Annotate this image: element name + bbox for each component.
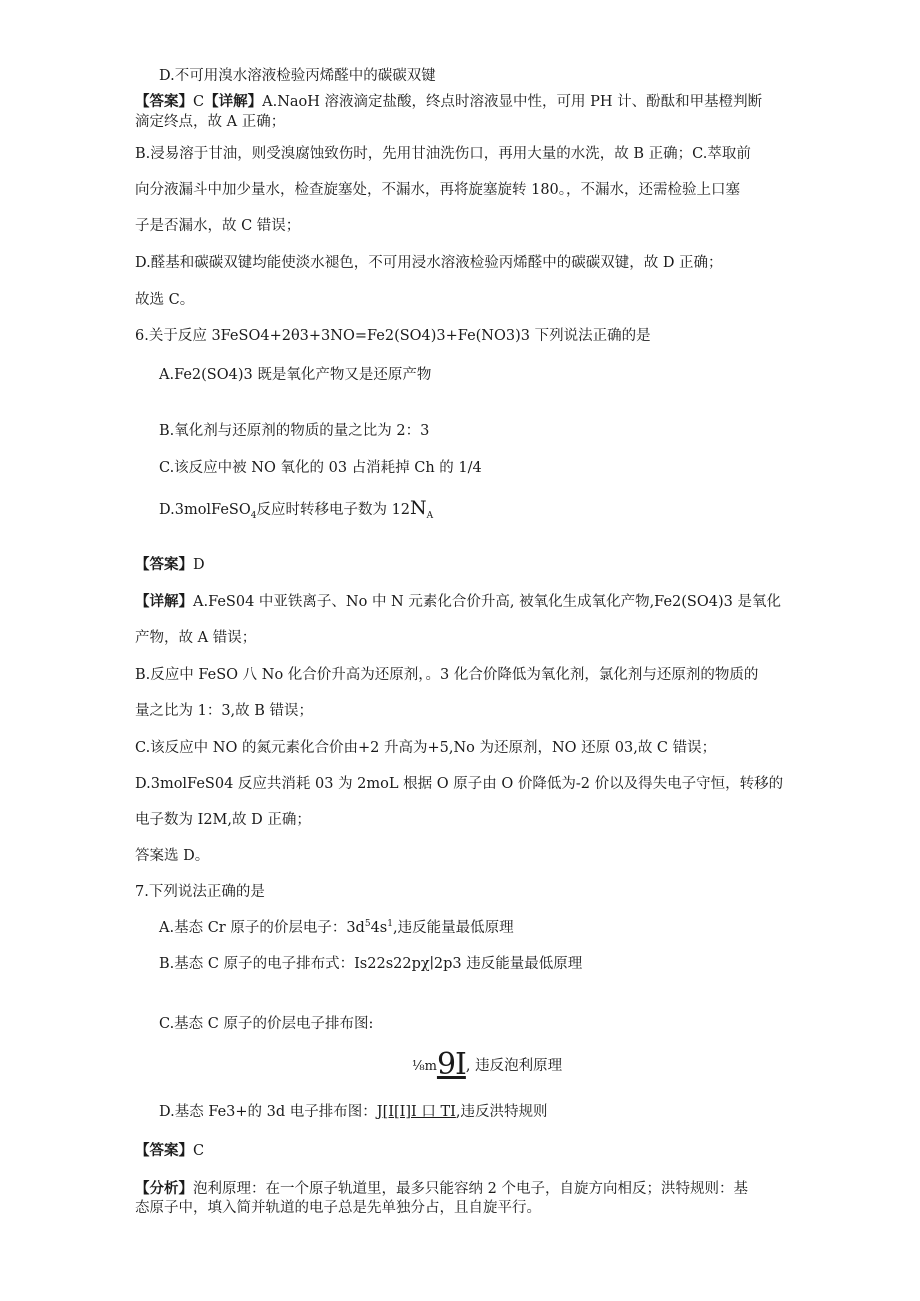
q7-option-d-suffix: ,违反洪特规则 bbox=[455, 1104, 548, 1120]
q7-answer-value: C bbox=[193, 1143, 205, 1159]
q5-answer-tag: 【答案】 bbox=[135, 93, 193, 110]
q5-option-d: D.不可用溴水溶液检验丙烯醛中的碳碳双键 bbox=[159, 68, 436, 84]
q5-detail-a-2: 滴定终点，故 A 正确； bbox=[135, 114, 286, 130]
q7-option-a-suffix: ,违反能量最低原理 bbox=[392, 920, 514, 936]
q5-answer-value: C bbox=[193, 94, 205, 110]
q6-answer-value: D bbox=[193, 557, 205, 573]
q6-option-d-nsub: A bbox=[426, 510, 434, 521]
q6-detail-tag: 【详解】 bbox=[135, 593, 193, 610]
q7-option-c-orbital-diagram: 9I bbox=[436, 1047, 466, 1082]
q6-answer-tag: 【答案】 bbox=[135, 556, 193, 573]
q6-answer-line bbox=[135, 555, 205, 575]
q6-conclusion: 答案选 D。 bbox=[135, 848, 210, 864]
q7-stem: 7.下列说法正确的是 bbox=[135, 884, 265, 900]
q6-option-c: C.该反应中被 NO 氧化的 03 占消耗掉 Ch 的 1/4 bbox=[159, 460, 482, 476]
q7-option-d-orbital-diagram: J[I[I]I 口 TI bbox=[376, 1104, 456, 1120]
q6-stem: 6.关于反应 3FeSO4+2θ3+3NO=Fe2(SO4)3+Fe(NO3)3 下列说法正确的是 bbox=[135, 328, 651, 344]
q7-analysis-1: 泡利原理：在一个原子轨道里，最多只能容纳 2 个电子，自旋方向相反；洪特规则：基 bbox=[193, 1181, 748, 1197]
q7-option-a-sup2: 1 bbox=[387, 919, 393, 930]
q7-option-a-sup1: 5 bbox=[364, 919, 371, 930]
q7-option-c-figure bbox=[412, 1047, 563, 1082]
q7-answer-line bbox=[135, 1141, 204, 1161]
q6-detail-b-1: B.反应中 FeSO 八 No 化合价升高为还原剂，。3 化合价降低为氧化剂，氯化剂与还原剂的物质的 bbox=[135, 667, 759, 683]
q5-detail-tag: 【详解】 bbox=[204, 93, 263, 110]
q6-option-b: B.氧化剂与还原剂的物质的量之比为 2：3 bbox=[159, 423, 430, 439]
q7-option-a bbox=[159, 918, 514, 938]
q5-conclusion: 故选 C。 bbox=[135, 292, 195, 308]
q5-detail-b-1: B.浸易溶于甘油，则受溴腐蚀致伤时，先用甘油洗伤口，再用大量的水洗，故 B 正确；C.萃取前 bbox=[135, 146, 751, 162]
q7-option-a-prefix: A.基态 Cr 原子的价层电子：3d bbox=[159, 920, 365, 936]
q6-detail-d-2: 电子数为 I2M,故 D 正确； bbox=[135, 812, 311, 828]
q5-detail-b-3: 子是否漏水，故 C 错误； bbox=[135, 218, 301, 234]
q6-detail-d-1: D.3molFeS04 反应共消耗 03 为 2moL 根据 O 原子由 O 价降低为-2 价以及得失电子守恒，转移的 bbox=[135, 776, 784, 792]
q6-option-d-n: N bbox=[410, 497, 427, 519]
q6-option-a: A.Fe2(SO4)3 既是氧化产物又是还原产物 bbox=[159, 367, 432, 383]
q7-option-b: B.基态 C 原子的电子排布式：Is22s22pχ∣2p3 违反能量最低原理 bbox=[159, 956, 583, 972]
q6-detail-a-1: A.FeS04 中亚铁离子、No 中 N 元素化合价升高, 被氧化生成氧化产物,Fe2(SO4)3 是氧化 bbox=[193, 594, 781, 610]
q5-answer-line bbox=[135, 92, 762, 112]
q7-option-c: C.基态 C 原子的价层电子排布图: bbox=[159, 1016, 374, 1032]
q6-detail-a-2: 产物，故 A 错误； bbox=[135, 630, 257, 646]
q7-option-d-prefix: D.基态 Fe3+的 3d 电子排布图： bbox=[159, 1104, 377, 1120]
q6-detail-b-2: 量之比为 1：3,故 B 错误； bbox=[135, 703, 314, 719]
q7-analysis-2: 态原子中，填入简并轨道的电子总是先单独分占，且自旋平行。 bbox=[135, 1200, 541, 1216]
q6-option-d-mid: 反应时转移电子数为 12 bbox=[256, 502, 411, 518]
q7-option-c-fig-suffix: , 违反泡利原理 bbox=[465, 1058, 563, 1074]
q7-option-c-fig-prefix: ⅛m bbox=[412, 1059, 437, 1074]
q6-detail-c: C.该反应中 NO 的氮元素化合价由+2 升高为+5,No 为还原剂，NO 还原 03,故 C 错误； bbox=[135, 740, 717, 756]
q6-detail-a-line bbox=[135, 592, 781, 612]
q7-analysis-line bbox=[135, 1179, 748, 1199]
q5-detail-a-1: A.NaoH 溶液滴定盐酸，终点时溶液显中性，可用 PH 计、酚酞和甲基橙判断 bbox=[262, 94, 763, 110]
q5-detail-b-2: 向分液漏斗中加少量水，检查旋塞处，不漏水，再将旋塞旋转 180。，不漏水，还需检验上口塞 bbox=[135, 182, 741, 198]
q7-analysis-tag: 【分析】 bbox=[135, 1180, 193, 1197]
q7-option-a-mid: 4s bbox=[370, 920, 388, 936]
q7-option-d bbox=[159, 1102, 547, 1122]
q6-option-d bbox=[159, 498, 433, 520]
q6-option-d-prefix: D.3molFeSO bbox=[159, 502, 251, 518]
q6-option-d-sub: 4 bbox=[250, 510, 257, 521]
q5-detail-d: D.醛基和碳碳双键均能使淡水褪色，不可用浸水溶液检验丙烯醛中的碳碳双键，故 D 正确； bbox=[135, 255, 723, 271]
q7-answer-tag: 【答案】 bbox=[135, 1142, 193, 1159]
